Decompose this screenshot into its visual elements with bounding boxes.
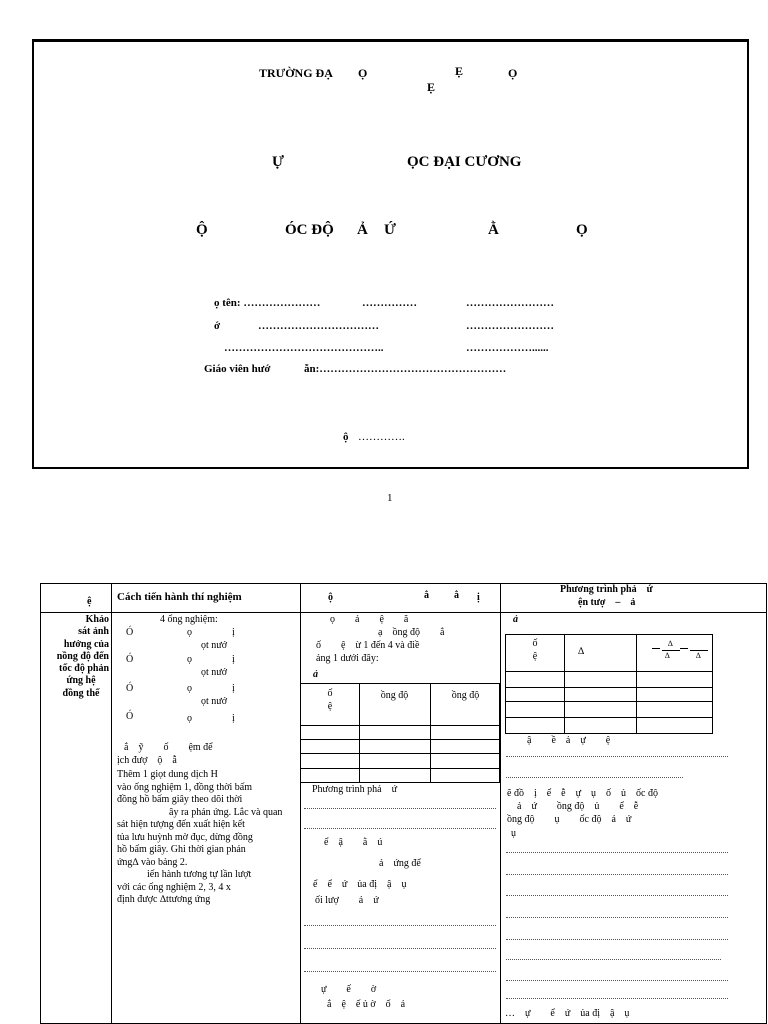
faculty-name-sub: Ẹ: [427, 80, 436, 94]
graph-instruction: ả ứ ồng độ ủ ể ễ: [517, 801, 639, 812]
equation-label: Phương trình phả ứ: [312, 784, 398, 795]
tube-1-water: ọt nướ: [201, 640, 227, 651]
topic-title-part: Ọ: [576, 222, 588, 238]
report-title-left: Ự: [272, 154, 284, 170]
graph-instruction: ụ: [511, 828, 516, 839]
header-col-results-part: ẳ: [454, 590, 459, 601]
procedure-note: ịch đượ ộ ẫ: [117, 755, 177, 766]
teacher-label: Giáo viên hướ: [204, 363, 271, 375]
tube-4-text: ọ: [187, 713, 192, 724]
teacher-field: ẫn:……………………………………………: [304, 363, 507, 375]
tube-2-text: ọ: [187, 654, 192, 665]
procedure-paragraph: Thêm 1 giọt dung dịch H vào ống nghiệm 1, đồng thời bấm đồng hồ bấm giây theo dõi thời ây ra phản ứng. Lắc và quan sát hiện tượng đến xuất hiện kết tủa lưu huỳnh mờ đục, dừng đồng hồ bấm giây. Ghi thời gian phản ứng∆ vào bảng 2. iến hành tương tự lần lượt với các ống nghiệm 2, 3, 4 x định được ∆ttương ứng: [117, 769, 283, 905]
topic-title-part: Ả: [357, 222, 368, 238]
tube-4-label: Ó: [126, 711, 134, 722]
header-col-results-part: ẳ: [424, 590, 429, 601]
header-col-equation: Phương trình phả ứ: [560, 584, 653, 595]
results-text: ọ ả ệ ă: [330, 614, 409, 625]
school-name-part: Ọ: [358, 66, 368, 80]
tube-4-text: ị: [232, 713, 235, 724]
header-col-experiment: ệ: [87, 596, 92, 607]
header-col-procedure: Cách tiến hành thí nghiệm: [117, 591, 242, 603]
results-text: ả ứng để: [379, 858, 421, 869]
student-id-field: ……………: [362, 297, 417, 309]
topic-title-part: Ứ: [384, 222, 396, 238]
results-text: ối lượ ả ứ: [315, 895, 379, 906]
results-text: ự ế ờ: [321, 984, 377, 995]
results-text: ạ ồng độ ẳ: [378, 627, 445, 638]
graph-instruction: ồng độ ụ ốc độ ả ứ: [507, 814, 632, 825]
time-table-header: ∆: [578, 646, 585, 657]
page-number: 1: [387, 492, 393, 504]
concentration-table-header: ồng độ: [451, 690, 480, 701]
student-name-field: ọ tên: …………………: [214, 297, 321, 309]
concentration-table-header: ồng độ: [380, 690, 409, 701]
topic-title-part: Ằ: [488, 222, 499, 238]
faculty-name-part: Ẹ: [455, 64, 464, 78]
experiment-table: [40, 583, 767, 1024]
concentration-table: [300, 683, 500, 783]
graph-instruction: ẽ đồ ị ể ễ ự ụ ố ủ ốc độ: [507, 788, 658, 799]
tube-3-text: ị: [232, 683, 235, 694]
extra-field: ……………………………………..: [224, 342, 384, 354]
faculty-name-part: Ọ: [508, 66, 518, 80]
tube-3-label: Ó: [126, 683, 134, 694]
results-text: ể ậ ằ ú: [324, 837, 383, 848]
tube-2-water: ọt nướ: [201, 667, 227, 678]
procedure-intro: 4 ống nghiệm:: [160, 614, 218, 625]
tube-3-text: ọ: [187, 683, 192, 694]
school-name: TRƯỜNG ĐẠ: [259, 66, 333, 80]
results-text: ảng 1 dưới đây:: [316, 653, 379, 664]
extra-field: ……………………: [466, 320, 554, 332]
tube-1-text: ọ: [187, 627, 192, 638]
results-text: ắ ệ ế ủ ờ ố ả: [327, 999, 406, 1010]
topic-title-part: Ộ: [196, 222, 208, 238]
cover-frame: [32, 39, 749, 469]
table-1-caption: ả: [313, 669, 318, 680]
date-label: ộ: [343, 431, 349, 443]
fraction-formula: ∆ ∆ ∆: [652, 639, 708, 663]
concentration-table-header: ố ệ: [327, 688, 333, 712]
results-text: ể ể ứ ủa đị ậ ụ: [313, 879, 407, 890]
tube-2-label: Ó: [126, 654, 134, 665]
header-col-results-part: ị: [477, 592, 480, 603]
conclusion-text: … ự ể ứ ủa đị ậ ụ: [505, 1008, 630, 1019]
table-2-caption: ả: [513, 614, 518, 625]
time-table-header: ố ệ: [532, 638, 538, 662]
experiment-title: Khảo sát ảnh hưởng của nồng độ đến tốc độ phản ứng hệ đồng thể: [56, 614, 109, 699]
extra-field: ………………......: [466, 342, 549, 354]
topic-title-part: ÓC ĐỘ: [285, 222, 334, 238]
class-label: ớ: [214, 320, 221, 332]
procedure-note: ắ ỹ ố ệm để: [124, 742, 213, 753]
header-col-phenomenon: ện tượ – ả: [578, 597, 636, 608]
tube-3-water: ọt nướ: [201, 696, 227, 707]
results-text: ố ệ ừ 1 đến 4 và điề: [316, 640, 420, 651]
extra-field: ……………………: [466, 297, 554, 309]
header-col-results: ộ: [328, 592, 333, 603]
report-title: ỌC ĐẠI CƯƠNG: [407, 154, 522, 170]
phenomenon-text: ậ ề ả ự ệ: [527, 735, 611, 746]
class-field: ……………………………: [258, 320, 379, 332]
tube-1-text: ị: [232, 627, 235, 638]
date-field: ………….: [358, 431, 405, 443]
tube-2-text: ị: [232, 654, 235, 665]
tube-1-label: Ó: [126, 627, 134, 638]
time-table: [505, 634, 713, 734]
